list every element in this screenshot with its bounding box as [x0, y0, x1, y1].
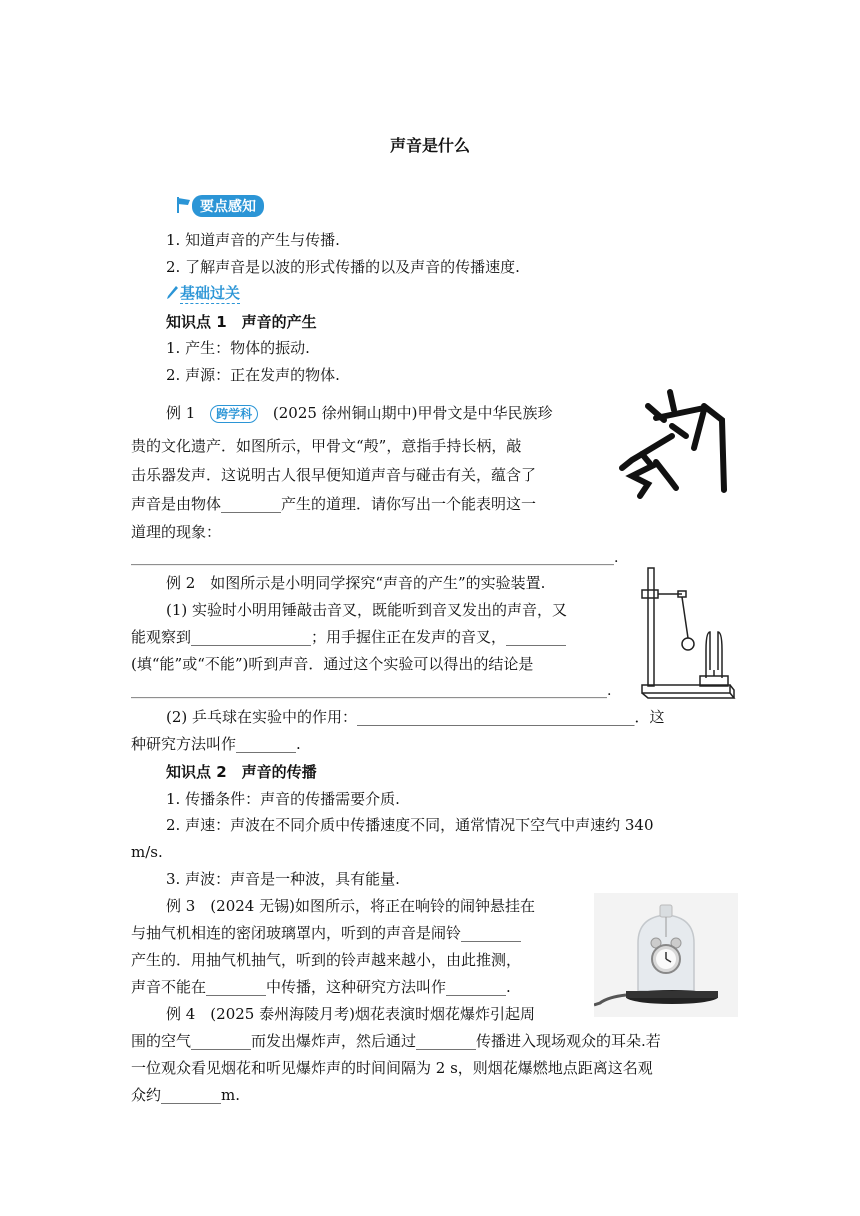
kp2-item-3: 3. 声波：声音是一种波，具有能量.	[166, 870, 400, 888]
pencil-icon	[166, 284, 180, 304]
ex1-first-line	[166, 403, 553, 423]
ex2-line-6: 种研究方法叫作________.	[131, 735, 301, 753]
ex2-line-0: 例 2 如图所示是小明同学探究“声音的产生”的实验装置.	[166, 574, 546, 592]
section-key-points-label: 要点感知	[192, 195, 264, 217]
cross-subject-tag: 跨学科	[210, 405, 258, 423]
ex3-line-0: 例 3 (2024 无锡)如图所示，将正在响铃的闹钟悬挂在	[166, 897, 535, 915]
kp2-item-2-cont: m/s.	[131, 843, 163, 861]
ex4-line-2: 一位观众看见烟花和听见爆炸声的时间间隔为 2 s，则烟花爆燃地点距离这名观	[131, 1059, 653, 1077]
ex2-line-1: (1) 实验时小明用锤敲击音叉，既能听到音叉发出的声音，又	[166, 601, 568, 619]
key-point-1: 1. 知道声音的产生与传播.	[166, 231, 340, 249]
ex1-label: 例 1	[166, 404, 196, 422]
ex3-line-1: 与抽气机相连的密闭玻璃罩内，听到的声音是闹铃________	[131, 924, 522, 942]
kp2-item-1: 1. 传播条件：声音的传播需要介质.	[166, 790, 400, 808]
oracle-bone-character-image	[612, 388, 734, 500]
key-point-2: 2. 了解声音是以波的形式传播的以及声音的传播速度.	[166, 258, 520, 276]
ex2-line-4: ____________________________________________________________________.	[131, 683, 612, 699]
kp2-heading: 知识点 2 声音的传播	[166, 763, 317, 781]
ex4-line-0: 例 4 (2025 泰州海陵月考)烟花表演时烟花爆炸引起周	[166, 1005, 535, 1023]
page-title: 声音是什么	[389, 136, 470, 155]
kp1-item-2: 2. 声源：正在发声的物体.	[166, 366, 340, 384]
ex1-line-2: 击乐器发声．这说明古人很早便知道声音与碰击有关，蕴含了	[131, 466, 537, 484]
ex1-line-4: 道理的现象：	[131, 523, 222, 541]
ex2-line-2: 能观察到________________；用手握住正在发声的音叉，________	[131, 628, 567, 646]
kp2-item-2: 2. 声速：声波在不同介质中传播速度不同，通常情况下空气中声速约 340	[166, 816, 654, 834]
ex1-line-1: 贵的文化遗产．如图所示，甲骨文“殸”，意指手持长柄，敲	[131, 437, 522, 455]
tuning-fork-apparatus-image	[638, 566, 736, 700]
ex2-line-5: (2) 乒乓球在实验中的作用：_____________________________________．这	[166, 708, 665, 726]
ex3-line-2: 产生的．用抽气机抽气，听到的铃声越来越小，由此推测，	[131, 951, 522, 969]
section-basic-label: 基础过关	[180, 284, 241, 302]
section-basic	[166, 282, 240, 304]
flag-icon	[176, 196, 192, 218]
ex4-line-1: 围的空气________而发出爆炸声，然后通过________传播进入现场观众的耳朵.若	[131, 1032, 661, 1050]
ex1-line-5: _____________________________________________________________________.	[131, 550, 619, 566]
section-key-points	[176, 195, 264, 218]
kp1-item-1: 1. 产生：物体的振动.	[166, 339, 310, 357]
ex2-line-3: (填“能”或“不能”)听到声音．通过这个实验可以得出的结论是	[131, 655, 534, 673]
ex3-line-3: 声音不能在________中传播，这种研究方法叫作________.	[131, 978, 511, 996]
ex1-line-3: 声音是由物体________产生的道理．请你写出一个能表明这一	[131, 495, 537, 513]
kp1-heading: 知识点 1 声音的产生	[166, 313, 317, 331]
bell-jar-alarm-clock-image	[594, 893, 738, 1017]
ex4-line-3: 众约________m.	[131, 1086, 240, 1104]
ex1-line-0: (2025 徐州铜山期中)甲骨文是中华民族珍	[272, 404, 553, 422]
